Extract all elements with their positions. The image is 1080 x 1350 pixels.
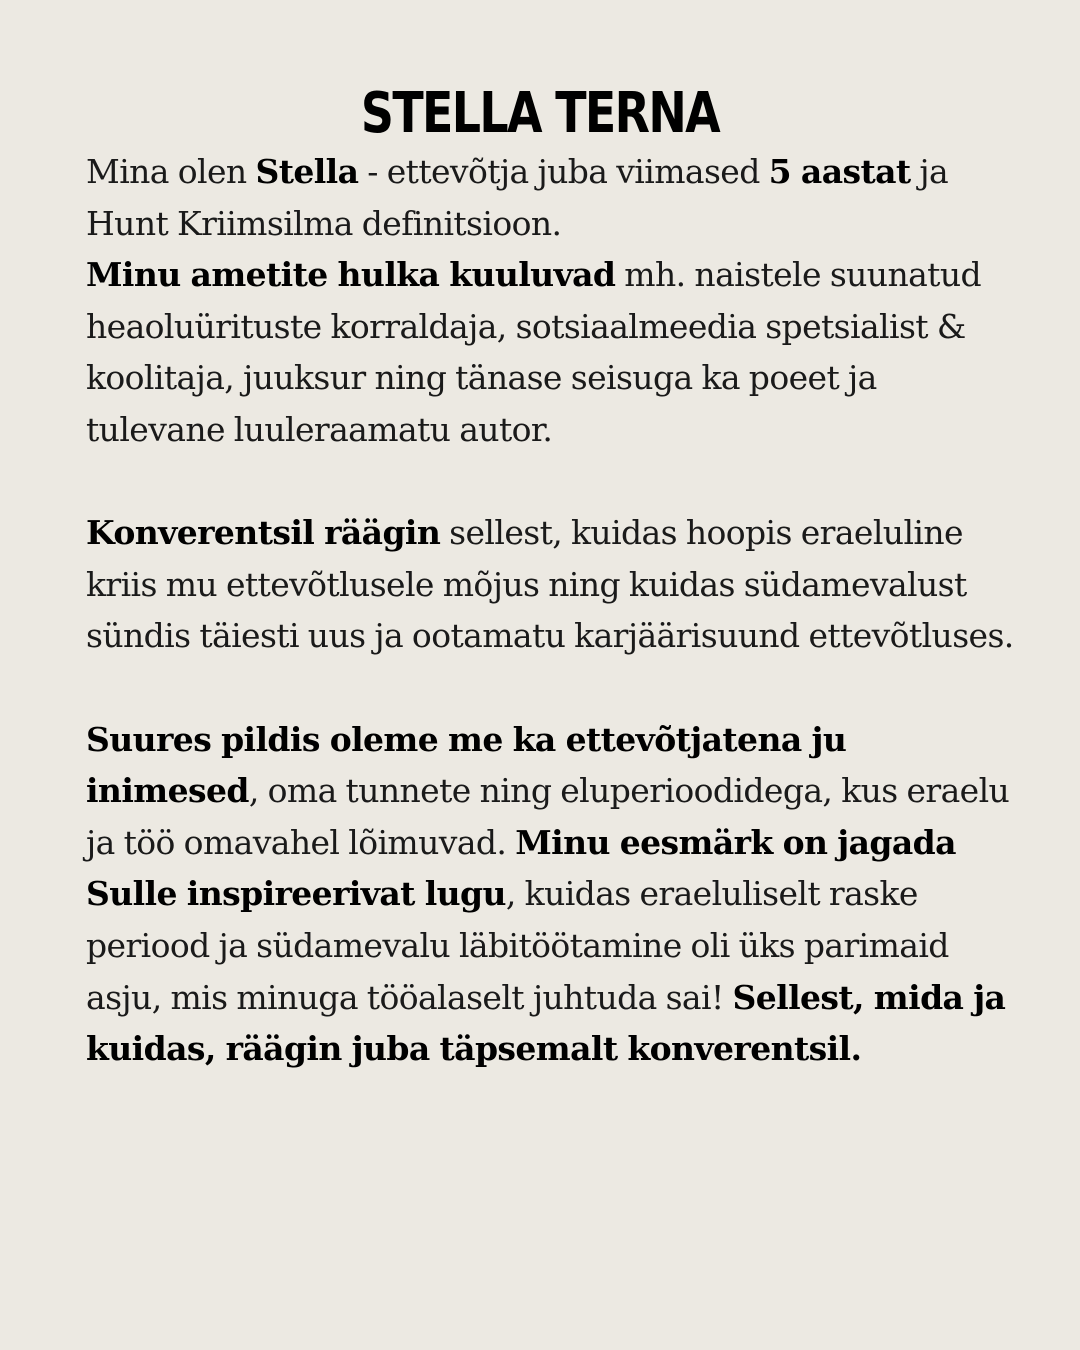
text-segment: , kuidas eraeluliselt raske periood ja südamevalu läbitöötamine oli üks parimaid asju, mis minuga tööalaselt juhtuda sai!: [86, 874, 949, 1017]
highlight-name: Stella: [255, 152, 359, 191]
highlight-roles: Minu ametite hulka kuuluvad: [86, 255, 616, 295]
text-segment: mh. naistele suunatud heaoluürituste korraldaja, sotsiaalmeedia spetsialist & koolitaja, juuksur ning tänase seisuga ka poeet ja tulevane luuleraamatu autor.: [86, 255, 982, 449]
bio-paragraph-intro: [86, 146, 1016, 456]
text-segment: sellest, kuidas hoopis eraeluline kriis mu ettevõtlusele mõjus ning kuidas südamevalust sündis täiesti uus ja ootamatu karjäärisuund ettevõtluses.: [86, 513, 1014, 656]
text-segment: - ettevõtja juba viimased: [358, 152, 769, 191]
page-title: STELLA TERNA: [360, 80, 720, 146]
highlight-talk: Konverentsil räägin: [86, 513, 441, 553]
highlight-goal: Minu eesmärk on jagada Sulle inspireerivat lugu: [86, 822, 956, 914]
bio-paragraph-goal: [86, 714, 1016, 1075]
bio-text: [86, 146, 1016, 1075]
highlight-people: Suures pildis oleme me ka ettevõtjatena ju inimesed: [86, 719, 847, 811]
highlight-years: 5 aastat: [768, 152, 911, 191]
text-segment: Mina olen: [86, 152, 256, 191]
bio-paragraph-talk: [86, 507, 1016, 662]
text-segment: ja Hunt Kriimsilma definitsioon.: [86, 152, 949, 243]
highlight-closing: Sellest, mida ja kuidas, räägin juba täpsemalt konverentsil.: [86, 977, 1006, 1069]
text-segment: , oma tunnete ning eluperioodidega, kus eraelu ja töö omavahel lõimuvad.: [86, 771, 1010, 862]
